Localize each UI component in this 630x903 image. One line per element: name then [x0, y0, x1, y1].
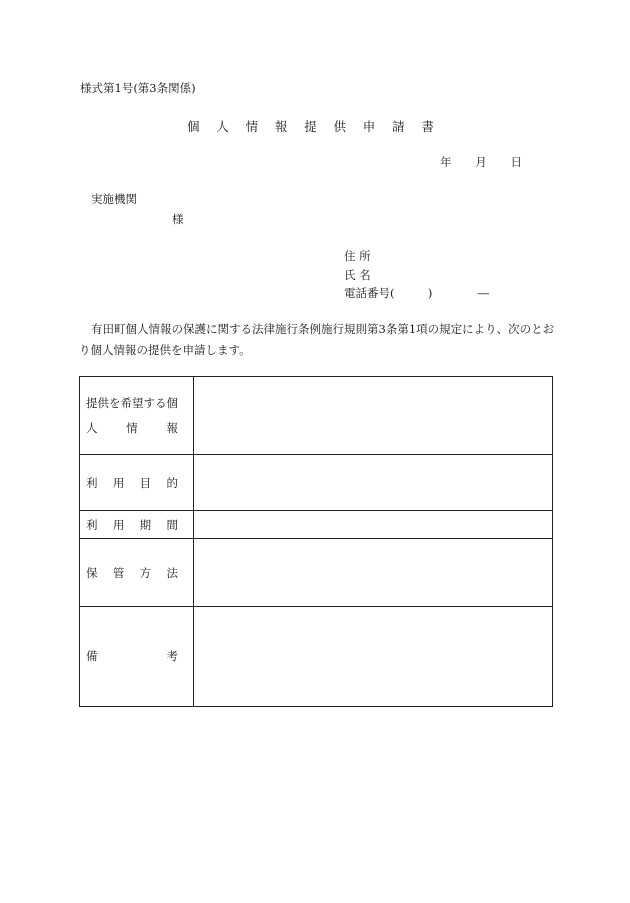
phone-label: 電話番号( [344, 286, 395, 300]
label-char: 期 [139, 517, 152, 532]
purpose-field[interactable] [194, 455, 553, 511]
label-char: 方 [139, 565, 152, 580]
period-field[interactable] [194, 511, 553, 539]
requested-info-label [80, 377, 194, 455]
label-char: 保 [86, 565, 98, 580]
applicant-name-row [344, 267, 405, 283]
name-label-char: 氏 [344, 268, 356, 282]
address-label-char: 所 [359, 249, 371, 263]
storage-method-label [80, 539, 194, 606]
title-char: 報 [274, 119, 288, 134]
document-title [187, 117, 434, 135]
phone-paren-close: ) [427, 286, 433, 300]
recipient-org: 実施機関 [91, 192, 137, 206]
label-char: 法 [166, 565, 178, 580]
table-row-requested-info [80, 377, 553, 455]
storage-method-field[interactable] [194, 539, 553, 606]
body-paragraph: 有田町個人情報の保護に関する法律施行条例施行規則第3条第1項の規定により、次のとおり個人情報の提供を申請します。 [79, 322, 555, 357]
form-number: 様式第1号(第3条関係) [80, 81, 196, 95]
date-line [440, 154, 522, 170]
label-char: 間 [166, 517, 178, 532]
label-char: 目 [139, 475, 152, 490]
label-char: 用 [112, 517, 125, 532]
remarks-label [80, 606, 194, 706]
label-char: 的 [166, 475, 178, 490]
table-row-purpose [80, 455, 553, 511]
purpose-label [80, 455, 194, 511]
remarks-field[interactable] [194, 606, 553, 706]
date-month-label: 月 [475, 155, 487, 169]
name-label-char: 名 [359, 268, 371, 282]
requested-info-label-line1: 提供を希望する個 [86, 395, 178, 410]
address-label [344, 248, 405, 264]
date-day-label: 日 [510, 155, 522, 169]
title-char: 個 [187, 119, 200, 134]
label-char: 備 [86, 649, 98, 664]
title-char: 情 [245, 119, 259, 134]
table-row-remarks [80, 606, 553, 706]
request-table [79, 376, 553, 707]
title-char: 供 [333, 119, 346, 134]
table-row-period [80, 511, 553, 539]
applicant-address-row [344, 248, 405, 264]
title-char: 請 [392, 119, 405, 134]
period-label [80, 511, 194, 539]
label-char: 利 [86, 475, 98, 490]
requested-info-field[interactable] [194, 377, 553, 455]
title-char: 提 [304, 119, 317, 134]
phone-dash: ― [477, 286, 490, 300]
label-char: 管 [112, 565, 125, 580]
label-char: 用 [112, 475, 125, 490]
label-char: 利 [86, 517, 98, 532]
label-char: 報 [166, 420, 178, 435]
title-char: 申 [362, 119, 376, 134]
title-char: 人 [216, 119, 229, 134]
table-row-storage [80, 539, 553, 606]
address-label-char: 住 [344, 249, 356, 263]
applicant-phone-row [344, 285, 489, 301]
title-char: 書 [421, 119, 434, 134]
date-year-label: 年 [440, 155, 452, 169]
label-char: 考 [166, 649, 178, 664]
label-char: 情 [126, 420, 138, 435]
name-label [344, 267, 405, 283]
requested-info-label-line2 [86, 416, 178, 441]
label-char: 人 [86, 420, 98, 435]
recipient-honorific: 様 [172, 212, 184, 226]
